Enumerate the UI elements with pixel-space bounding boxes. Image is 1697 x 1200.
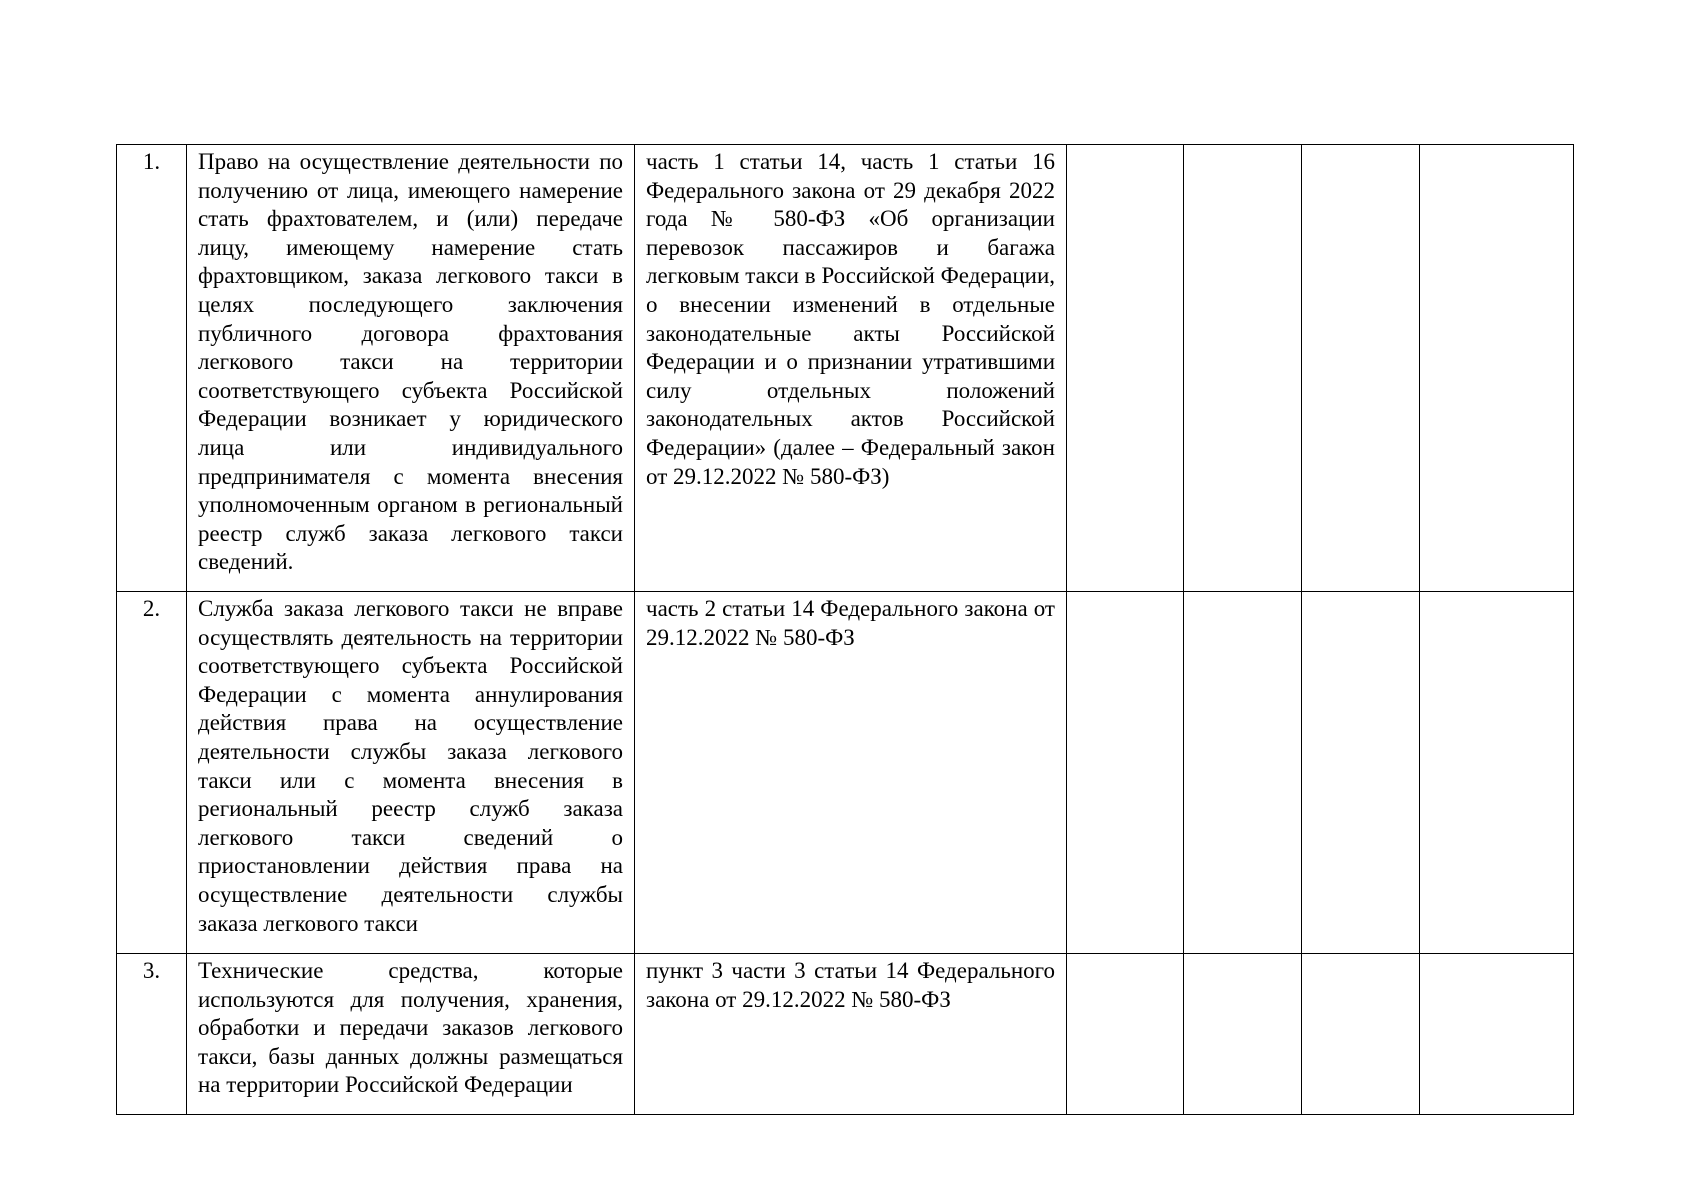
requirement-text: Технические средства, которые используются для получения, хранения, обработки и передачи заказов легкового такси, базы данных должны размещаться на территории Российской Федерации bbox=[187, 954, 635, 1115]
empty-cell bbox=[1420, 954, 1574, 1115]
row-number: 2. bbox=[117, 592, 187, 954]
empty-cell bbox=[1184, 954, 1302, 1115]
empty-cell bbox=[1067, 592, 1184, 954]
table-row bbox=[117, 145, 1574, 592]
empty-cell bbox=[1302, 592, 1420, 954]
legal-reference: часть 1 статьи 14, часть 1 статьи 16 Федерального закона от 29 декабря 2022 года № 580-ФЗ «Об организации перевозок пассажиров и багажа легковым такси в Российской Федерации, о внесении изменений в отдельные законодательные акты Российской Федерации и о признании утратившими силу отдельных положений законодательных актов Российской Федерации» (далее – Федеральный закон от 29.12.2022 № 580-ФЗ) bbox=[635, 145, 1067, 592]
requirements-table bbox=[116, 144, 1574, 1115]
legal-reference: часть 2 статьи 14 Федерального закона от 29.12.2022 № 580-ФЗ bbox=[635, 592, 1067, 954]
empty-cell bbox=[1067, 145, 1184, 592]
empty-cell bbox=[1420, 145, 1574, 592]
legal-reference: пункт 3 части 3 статьи 14 Федерального закона от 29.12.2022 № 580-ФЗ bbox=[635, 954, 1067, 1115]
requirement-text: Право на осуществление деятельности по получению от лица, имеющего намерение стать фрахтователем, и (или) передаче лицу, имеющему намерение стать фрахтовщиком, заказа легкового такси в целях последующего заключения публичного договора фрахтования легкового такси на территории соответствующего субъекта Российской Федерации возникает у юридического лица или индивидуального предпринимателя с момента внесения уполномоченным органом в региональный реестр служб заказа легкового такси сведений. bbox=[187, 145, 635, 592]
empty-cell bbox=[1184, 592, 1302, 954]
requirement-text: Служба заказа легкового такси не вправе осуществлять деятельность на территории соответствующего субъекта Российской Федерации с момента аннулирования действия права на осуществление деятельности службы заказа легкового такси или с момента внесения в региональный реестр служб заказа легкового такси сведений о приостановлении действия права на осуществление деятельности службы заказа легкового такси bbox=[187, 592, 635, 954]
empty-cell bbox=[1067, 954, 1184, 1115]
empty-cell bbox=[1302, 145, 1420, 592]
empty-cell bbox=[1184, 145, 1302, 592]
table-row bbox=[117, 954, 1574, 1115]
row-number: 3. bbox=[117, 954, 187, 1115]
empty-cell bbox=[1302, 954, 1420, 1115]
row-number: 1. bbox=[117, 145, 187, 592]
table-row bbox=[117, 592, 1574, 954]
empty-cell bbox=[1420, 592, 1574, 954]
